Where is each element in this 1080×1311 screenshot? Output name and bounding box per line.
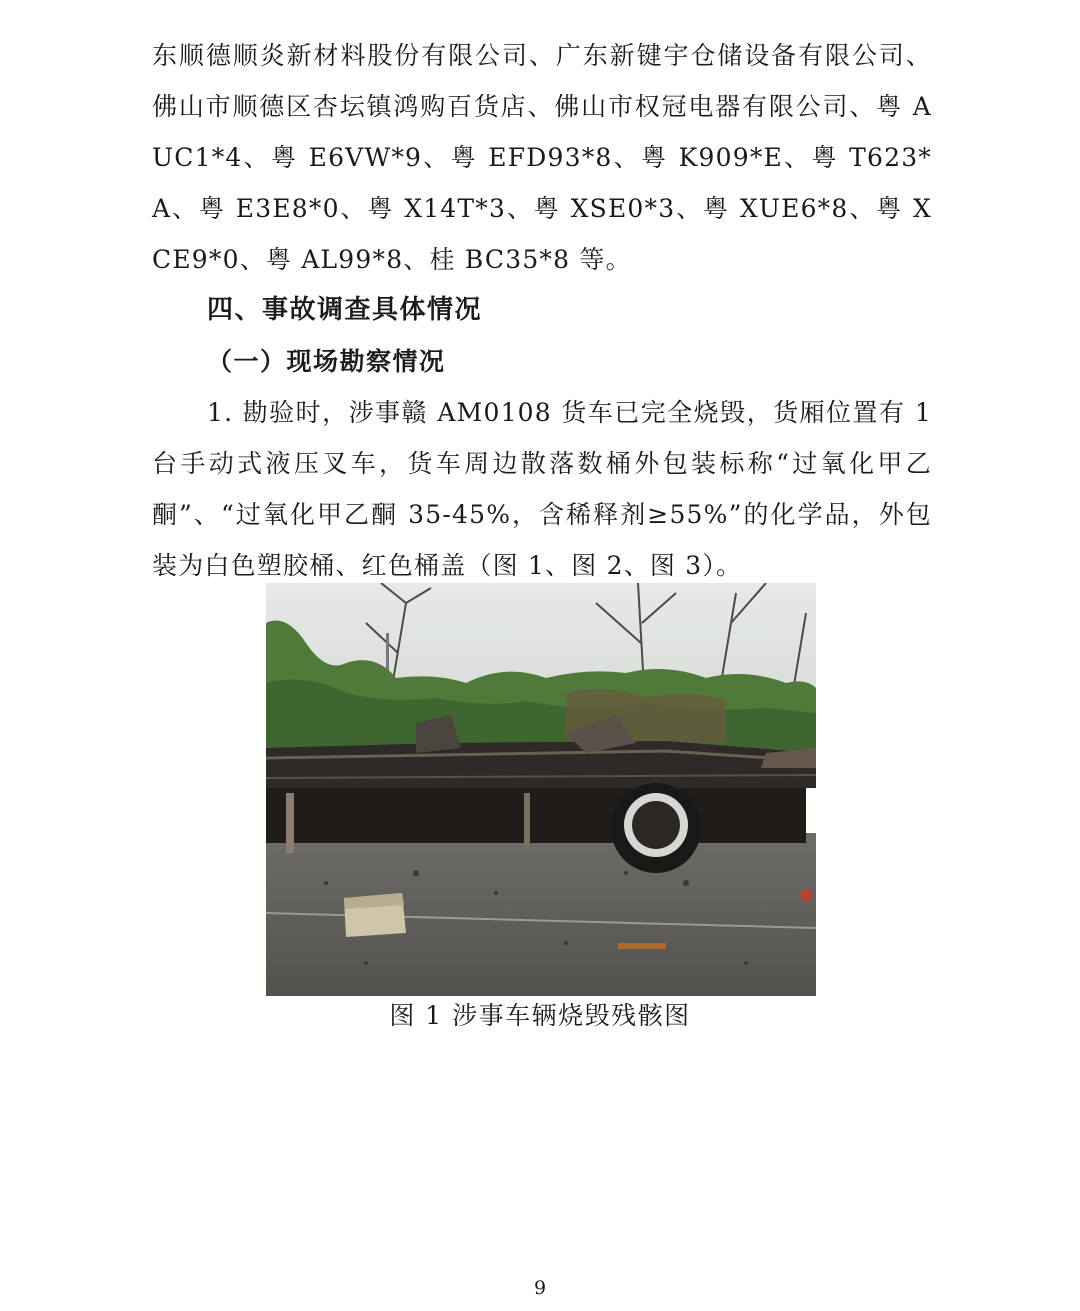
paragraph-finding-1: 1. 勘验时，涉事赣 AM0108 货车已完全烧毁，货厢位置有 1 台手动式液压叉车，货车周边散落数桶外包装标称“过氧化甲乙酮”、“过氧化甲乙酮 35-45%，含稀释剂≥55%”的化学品，外包装为白色塑胶桶、红色桶盖（图 1、图 2、图 3）。: [152, 398, 932, 580]
figure-burned-truck-photo: [266, 583, 816, 996]
paragraph-company-list: 东顺德顺炎新材料股份有限公司、广东新键宇仓储设备有限公司、佛山市顺德区杏坛镇鸿购百货店、佛山市权冠电器有限公司、粤 AUC1*4、粤 E6VW*9、粤 EFD93*8、粤 K909*E、粤 T623*A、粤 E3E8*0、粤 X14T*3、粤 XSE0*3、粤 XUE6*8、粤 XCE9*0、粤 AL99*8、桂 BC35*8 等。: [152, 41, 932, 274]
section-heading: 四、事故调查具体情况: [207, 295, 483, 325]
figure-caption: 图 1 涉事车辆烧毁残骸图: [389, 1001, 691, 1030]
body-text: [152, 30, 932, 591]
subsection-heading: （一）现场勘察情况: [207, 347, 446, 376]
page-number: 9: [533, 1277, 547, 1299]
